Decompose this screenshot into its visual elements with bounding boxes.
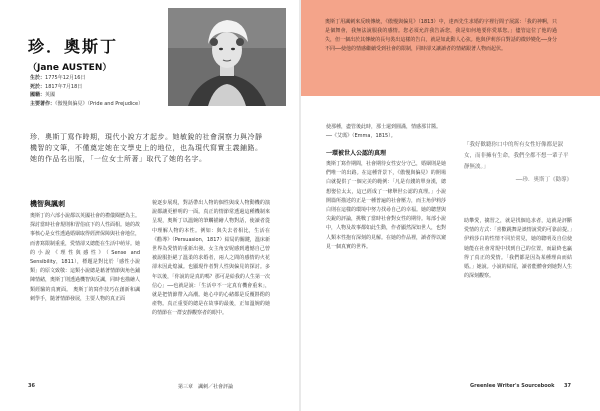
body-column-3: 奧斯丁寫作期間，社會期待女性安分守己，婚姻則是她們唯一的出路。在這種背景下，《傲慢與偏見》的開場白就提供了一個完美的範例：「凡是有錢的單身漢，總想娶位太太，這已經成了一條舉世公認的真理。」小說開篇所描述的正是一種普遍的社會壓力，而主角伊莉莎白則在這樣的環境中努力找尋自己的幸福。她的聰慧與尖銳的評論，挑戰了當時社會對女性的期待。每部小說中，人物及故事都如此生動，作者顯然深知世人，也對人類本性抱有深刻的見解。在她的作品裡，讀者得以窺見一個真實的世界。 — [326, 161, 447, 250]
author-name-block — [28, 34, 118, 73]
meta-died: 死於：1817年7月18日 — [30, 83, 83, 90]
body-column-1-tail: 奧斯丁的寫作技巧在創新和諷刺學手，隨著情節發展，主要人物的真正面 — [30, 286, 140, 302]
body-column-1-text: 奧斯丁的六部小說都以英國社會的禮儀閱歷為主。探討當時社會規則和習俗底下的人性面相。她的故事核心是女性透過婚姻取得經濟保障與社會地位，而書寫限制重重，愛情卻又總能在生活中萌芽。她的小說《理性與感性》（Sense and Sensibility，1811），標題是對比於「感性小說類」的原文致敬：這類小說總是藉著情節與角色鋪陳情緒，奧斯丁則透過機智與反諷，同時也描繪人類經驗的真實面。 — [30, 213, 141, 293]
meta-major-work: 主要著作：《傲慢與偏見》（Pride and Prejudice） — [30, 100, 144, 107]
section-title-universal-truth: 一環被世人公認的真理 — [326, 150, 387, 157]
meta-nationality: 國籍：英國 — [30, 92, 56, 98]
highlight-box-text: 奧斯丁用諷刺來反映傳統，《傲慢與偏見》（1813）中，達西先生求婚的字裡行間子展露：「我的神啊，只是個舞會，我無法說服我的感情。您必須允許我告訴您，我是如何地要你愛慕您。」儘管這位了他的過失，但一個出於其傳統的長句裝出這樣的告白，就是如此動人心弦。他與伊莉莎白對話的微妙變化──身分不同──使他的情感繼續受到社會的限制，同時卻又讓讀者的情緒跟著人物而起伏。 — [325, 19, 557, 52]
body-column-3-lead: 使那種，盡管後此時，那士還到圓滿，情感那甘醬。──《艾瑪》（Emma，1815）。 — [326, 124, 442, 140]
pull-quote-text: 「我好歡聽你口中的所有女性好像都是淑女，而非擁有生命，我們全都不想一輩子平靜無波。」 — [464, 142, 569, 170]
section-title-wit-irony: 機智與諷刺 — [30, 200, 65, 208]
running-head-left: 第三章 諷刺／社會評論 — [178, 384, 234, 390]
meta-born: 生於：1775年12月16日 — [30, 75, 86, 81]
pull-quote-attribution: ──珍．奧斯丁《勸導》 — [515, 177, 572, 183]
body-column-1 — [30, 212, 140, 304]
page-number-right: 37 — [564, 383, 571, 389]
body-column-2: 貌逐步展現，對話帶出人物的個性與成人物動機的演說都讓更鮮明的一面。真正的情節常透過這種機制來呈現，奧斯丁以溫婉的筆觸描繪人物對話，使讀者從中理解人物的本性。例如：與失去者相比，生活在《勸導》（Persuasion，1817）結局的關鍵，溫床新世界為愛情的重新出發。女主角安妮感到遺憾自己曾被說服拒絕了溫柔的求婚者，兩人之間的感情的火花卻未因此熄滅。也顯現作者對人性與偏見的探討。多年以後，「你說的是真的嗎？那可是給我的人生第一次信心」──也就是說：「生活中不一定真有機會重來」，就是把情節帶入高潮。她心中的心緒都是反覆斟酌的產物。真正重要的總是在故事的最後，正如溫婉的她的情節在一群安靜觀察者的眼中。 — [152, 200, 270, 317]
body-column-4: 助攀愛，擒習之，就是找個追求者，這就是評斷愛情的方式：「喜歡跳舞是談情說愛的可靠前提。」伊莉莎白的性情不同於常見，她的聰明及自信使她能在社會常規中找到自己的位置，而最終也贏得了真正的愛情。「我們都是因為某種理由而結婚。」她說。小說的結尾，讀者能體會到她對人生的深刻觀察。 — [464, 218, 572, 280]
author-name-english: （Jane AUSTEN） — [28, 63, 112, 73]
author-meta — [30, 74, 143, 108]
author-portrait — [168, 8, 286, 106]
page-number-left: 36 — [28, 383, 35, 389]
pull-quote — [464, 140, 572, 186]
intro-paragraph: 珍．奧斯丁寫作時期，現代小說方才起步。她敏銳的社會洞察力與冷靜機智的文筆，不僅奠定她在文學史上的地位，也為現代寫實主義鋪路。她的作品名出版，「一位女士所著」取代了她的名字。 — [30, 133, 263, 163]
portrait-illustration — [168, 8, 286, 106]
author-name-chinese: 珍．奧斯丁 — [28, 37, 119, 56]
running-head-right: Greenlee Writer's Sourcebook — [470, 383, 555, 389]
highlight-box — [301, 0, 600, 96]
